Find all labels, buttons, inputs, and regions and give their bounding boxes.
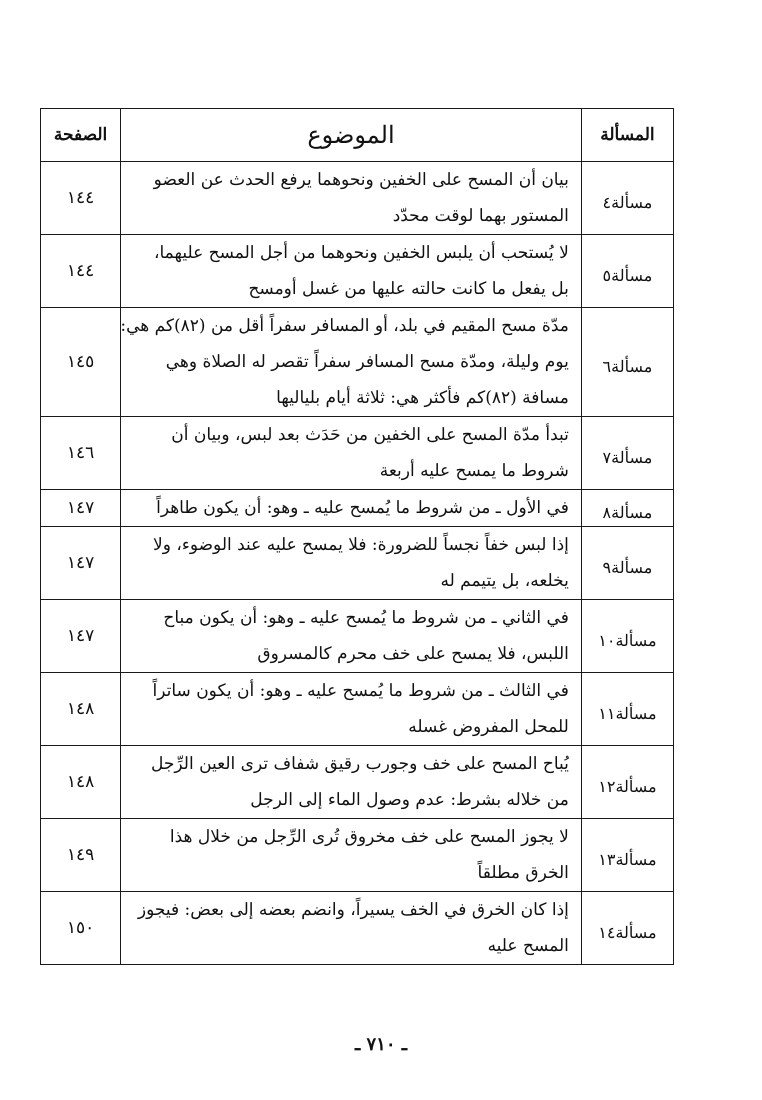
page-ref: ١٤٩ — [41, 819, 121, 892]
table-header-row — [41, 109, 674, 162]
topic-line: لا يُستحب أن يلبس الخفين ونحوهما من أجل المسح عليهما، — [153, 243, 569, 263]
issue-number: مسألة٦ — [581, 308, 673, 417]
issue-number: مسألة٩ — [581, 527, 673, 600]
issue-number: مسألة٥ — [581, 235, 673, 308]
topic-line: في الثالث ـ من شروط ما يُمسح عليه ـ وهو: أن يكون ساتراً — [152, 681, 569, 701]
page-ref: ١٤٦ — [41, 417, 121, 490]
topic-line: مدّة مسح المقيم في بلد، أو المسافر سفراً أقل من (٨٢)كم هي: — [120, 316, 569, 336]
topic-line: اللبس، فلا يمسح على خف محرم كالمسروق — [257, 644, 569, 664]
topic-cell — [121, 162, 582, 235]
table-row — [41, 308, 674, 417]
topic-cell — [121, 746, 582, 819]
table-row — [41, 819, 674, 892]
page-ref: ١٤٤ — [41, 162, 121, 235]
page-ref: ١٤٧ — [41, 600, 121, 673]
topic-line: في الأول ـ من شروط ما يُمسح عليه ـ وهو: أن يكون طاهراً — [156, 498, 569, 518]
topic-line: مسافة (٨٢)كم فأكثر هي: ثلاثة أيام بلياليها — [276, 388, 569, 408]
header-issue: المسألة — [581, 109, 673, 162]
topic-cell — [121, 892, 582, 965]
table-row — [41, 417, 674, 490]
topic-line: إذا لبس خفاً نجساً للضرورة: فلا يمسح عليه عند الوضوء، ولا — [153, 535, 569, 555]
topic-line: بيان أن المسح على الخفين ونحوهما يرفع الحدث عن العضو — [153, 170, 569, 190]
header-topic: الموضوع — [121, 109, 582, 162]
topic-cell — [121, 819, 582, 892]
index-table — [40, 108, 674, 965]
page-number: ـ ٧١٠ ـ — [354, 1034, 408, 1055]
page-ref: ١٤٤ — [41, 235, 121, 308]
issue-number: مسألة١٢ — [581, 746, 673, 819]
table-row — [41, 162, 674, 235]
topic-cell — [121, 600, 582, 673]
table-row — [41, 490, 674, 527]
topic-line: المسح عليه — [487, 936, 569, 956]
topic-line: الخرق مطلقاً — [477, 863, 569, 883]
page-ref: ١٤٧ — [41, 527, 121, 600]
page-ref: ١٥٠ — [41, 892, 121, 965]
table-row — [41, 673, 674, 746]
issue-number: مسألة٨ — [581, 490, 673, 527]
topic-cell — [121, 673, 582, 746]
topic-line: لا يجوز المسح على خف مخروق تُرى الرِّجل من خلال هذا — [169, 827, 569, 847]
page-ref: ١٤٨ — [41, 673, 121, 746]
topic-cell — [121, 235, 582, 308]
table-row — [41, 892, 674, 965]
topic-line: يوم وليلة، ومدّة مسح المسافر سفراً تقصر له الصلاة وهي — [165, 352, 569, 372]
table-row — [41, 527, 674, 600]
topic-cell — [121, 527, 582, 600]
table-row — [41, 600, 674, 673]
header-page: الصفحة — [41, 109, 121, 162]
topic-line: من خلاله بشرط: عدم وصول الماء إلى الرجل — [250, 790, 569, 810]
issue-number: مسألة١٣ — [581, 819, 673, 892]
page-ref: ١٤٧ — [41, 490, 121, 527]
topic-line: شروط ما يمسح عليه أربعة — [379, 461, 569, 481]
issue-number: مسألة١١ — [581, 673, 673, 746]
topic-cell — [121, 417, 582, 490]
table-row — [41, 235, 674, 308]
page-ref: ١٤٥ — [41, 308, 121, 417]
topic-line: يُباح المسح على خف وجورب رقيق شفاف ترى العين الرِّجل — [151, 754, 569, 774]
topic-cell — [121, 308, 582, 417]
issue-number: مسألة١٠ — [581, 600, 673, 673]
issue-number: مسألة٧ — [581, 417, 673, 490]
issue-number: مسألة١٤ — [581, 892, 673, 965]
topic-line: للمحل المفروض غسله — [408, 717, 569, 737]
topic-line: تبدأ مدّة المسح على الخفين من حَدَث بعد لبس، وبيان أن — [171, 425, 569, 445]
topic-line: المستور بهما لوقت محدّد — [392, 206, 569, 226]
topic-line: يخلعه، بل يتيمم له — [440, 571, 569, 591]
issue-number: مسألة٤ — [581, 162, 673, 235]
topic-line: بل يفعل ما كانت حالته عليها من غسل أومسح — [248, 279, 569, 299]
table-row — [41, 746, 674, 819]
topic-cell — [121, 490, 582, 527]
page-ref: ١٤٨ — [41, 746, 121, 819]
topic-line: في الثاني ـ من شروط ما يُمسح عليه ـ وهو: أن يكون مباح — [163, 608, 569, 628]
topic-line: إذا كان الخرق في الخف يسيراً، وانضم بعضه إلى بعض: فيجوز — [137, 900, 569, 920]
table-body — [41, 162, 674, 965]
